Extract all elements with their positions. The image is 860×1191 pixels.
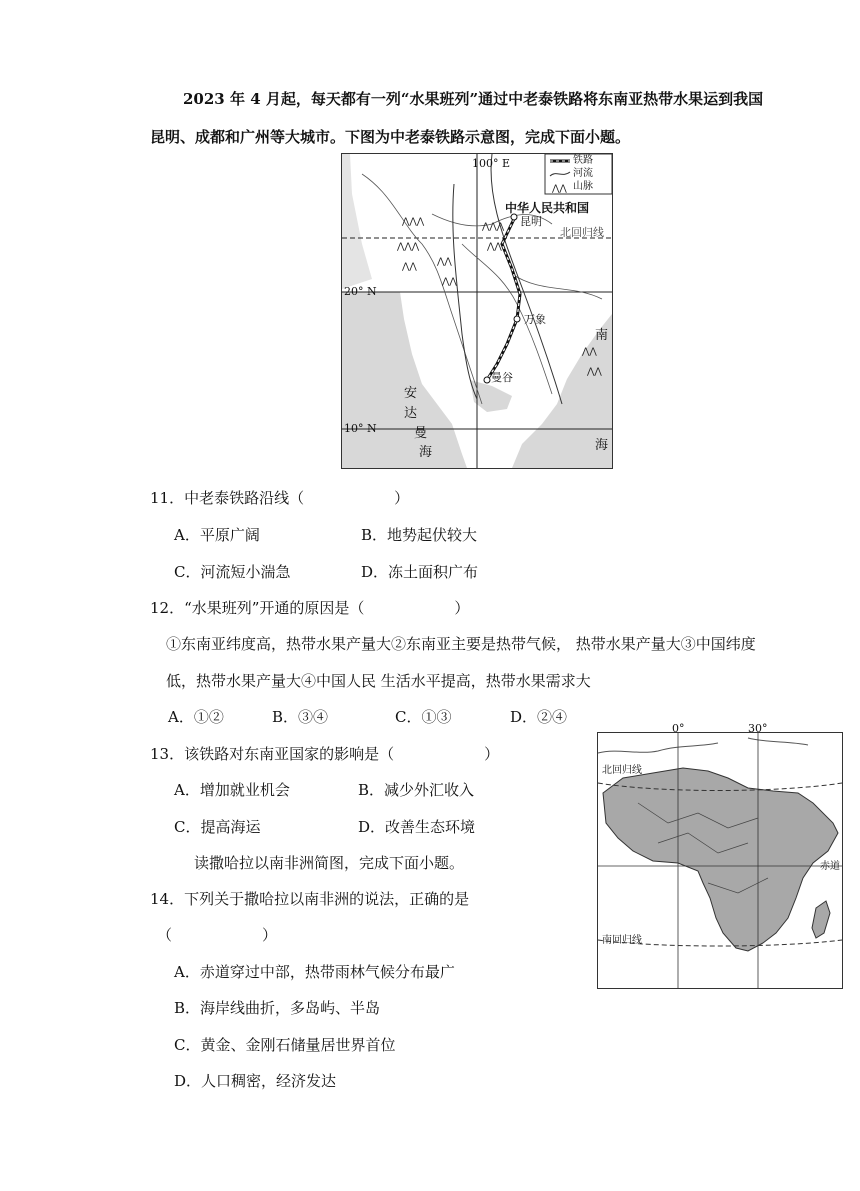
andaman-char-1: 安 <box>404 386 418 401</box>
q12-statements-line-2: 低，热带水果产量大④中国人民 生活水平提高，热带水果需求大 <box>166 672 591 690</box>
svg-text:⋀⋀: ⋀⋀ <box>487 242 502 252</box>
svg-text:⋀⋀: ⋀⋀ <box>582 347 597 357</box>
q11-option-a: A．平原广阔 <box>174 526 260 544</box>
q12-option-c: C．①③ <box>395 708 452 726</box>
kunming-label: 昆明 <box>520 215 542 228</box>
intro-line-2: 昆明、成都和广州等大城市。下图为中老泰铁路示意图，完成下面小题。 <box>150 128 631 146</box>
q14-option-a: A．赤道穿过中部，热带雨林气候分布最广 <box>174 963 455 981</box>
q12-option-d: D．②④ <box>510 708 568 726</box>
africa-map <box>597 722 843 989</box>
china-label: 中华人民共和国 <box>505 201 590 215</box>
q13-stem: 13．该铁路对东南亚国家的影响是（ ） <box>150 745 500 763</box>
intro-africa: 读撒哈拉以南非洲简图，完成下面小题。 <box>194 854 465 872</box>
south-china-sea-char-1: 南 <box>595 328 609 343</box>
svg-text:⋀⋀: ⋀⋀ <box>442 277 457 287</box>
legend-mountain: 山脉 <box>573 181 593 192</box>
lat-10-label: 10° N <box>344 422 377 435</box>
lon-100-label: 100° E <box>472 157 511 170</box>
south-china-sea-char-2: 海 <box>595 438 609 453</box>
railway-map <box>341 153 613 469</box>
q11-option-b: B．地势起伏较大 <box>361 526 478 544</box>
q12-option-a: A．①② <box>168 708 224 726</box>
andaman-char-3: 曼 <box>414 426 428 441</box>
svg-text:⋀⋀: ⋀⋀ <box>552 184 567 194</box>
svg-text:⋀⋀⋀: ⋀⋀⋀ <box>397 242 420 252</box>
svg-text:⋀⋀⋀: ⋀⋀⋀ <box>402 217 425 227</box>
equator-label: 赤道 <box>820 861 840 872</box>
tropic-of-capricorn-label: 南回归线 <box>602 935 642 946</box>
q11-stem: 11．中老泰铁路沿线（ ） <box>150 489 410 507</box>
q14-option-b: B．海岸线曲折，多岛屿、半岛 <box>174 999 381 1017</box>
legend-river: 河流 <box>573 168 593 179</box>
q13-option-a: A．增加就业机会 <box>174 781 290 799</box>
svg-text:⋀⋀: ⋀⋀ <box>402 262 417 272</box>
lon-0-label: 0° <box>672 722 685 735</box>
q14-option-d: D．人口稠密，经济发达 <box>174 1072 337 1090</box>
q11-option-c: C．河流短小湍急 <box>174 563 291 581</box>
q13-option-c: C．提高海运 <box>174 818 261 836</box>
q12-statements-line-1: ①东南亚纬度高，热带水果产量大②东南亚主要是热带气候， 热带水果产量大③中国纬度 <box>166 635 756 653</box>
svg-text:⋀⋀: ⋀⋀ <box>587 367 602 377</box>
q13-option-d: D．改善生态环境 <box>358 818 476 836</box>
intro-line-1: 2023 年 4 月起，每天都有一列“水果班列”通过中老泰铁路将东南亚热带水果运到我国 <box>183 90 764 108</box>
svg-text:⋀⋀: ⋀⋀ <box>437 257 452 267</box>
svg-text:⋀⋀⋀: ⋀⋀⋀ <box>482 222 505 232</box>
q13-option-b: B．减少外汇收入 <box>358 781 475 799</box>
q12-stem: 12．“水果班列”开通的原因是（ ） <box>150 599 470 617</box>
q12-option-b: B．③④ <box>272 708 329 726</box>
vientiane-label: 万象 <box>524 313 546 326</box>
tropic-label: 北回归线 <box>560 226 604 239</box>
tropic-of-cancer-label: 北回归线 <box>602 765 642 776</box>
lon-30-label: 30° <box>748 722 768 735</box>
q14-option-c: C．黄金、金刚石储量居世界首位 <box>174 1036 396 1054</box>
legend-rail: 铁路 <box>573 155 593 166</box>
andaman-char-2: 达 <box>404 406 418 421</box>
bangkok-label: 曼谷 <box>491 371 513 384</box>
q14-paren: （ ） <box>157 926 278 944</box>
andaman-char-4: 海 <box>419 445 433 460</box>
lat-20-label: 20° N <box>344 285 377 298</box>
q14-stem: 14．下列关于撒哈拉以南非洲的说法，正确的是 <box>150 890 470 908</box>
q11-option-d: D．冻土面积广布 <box>361 563 479 581</box>
